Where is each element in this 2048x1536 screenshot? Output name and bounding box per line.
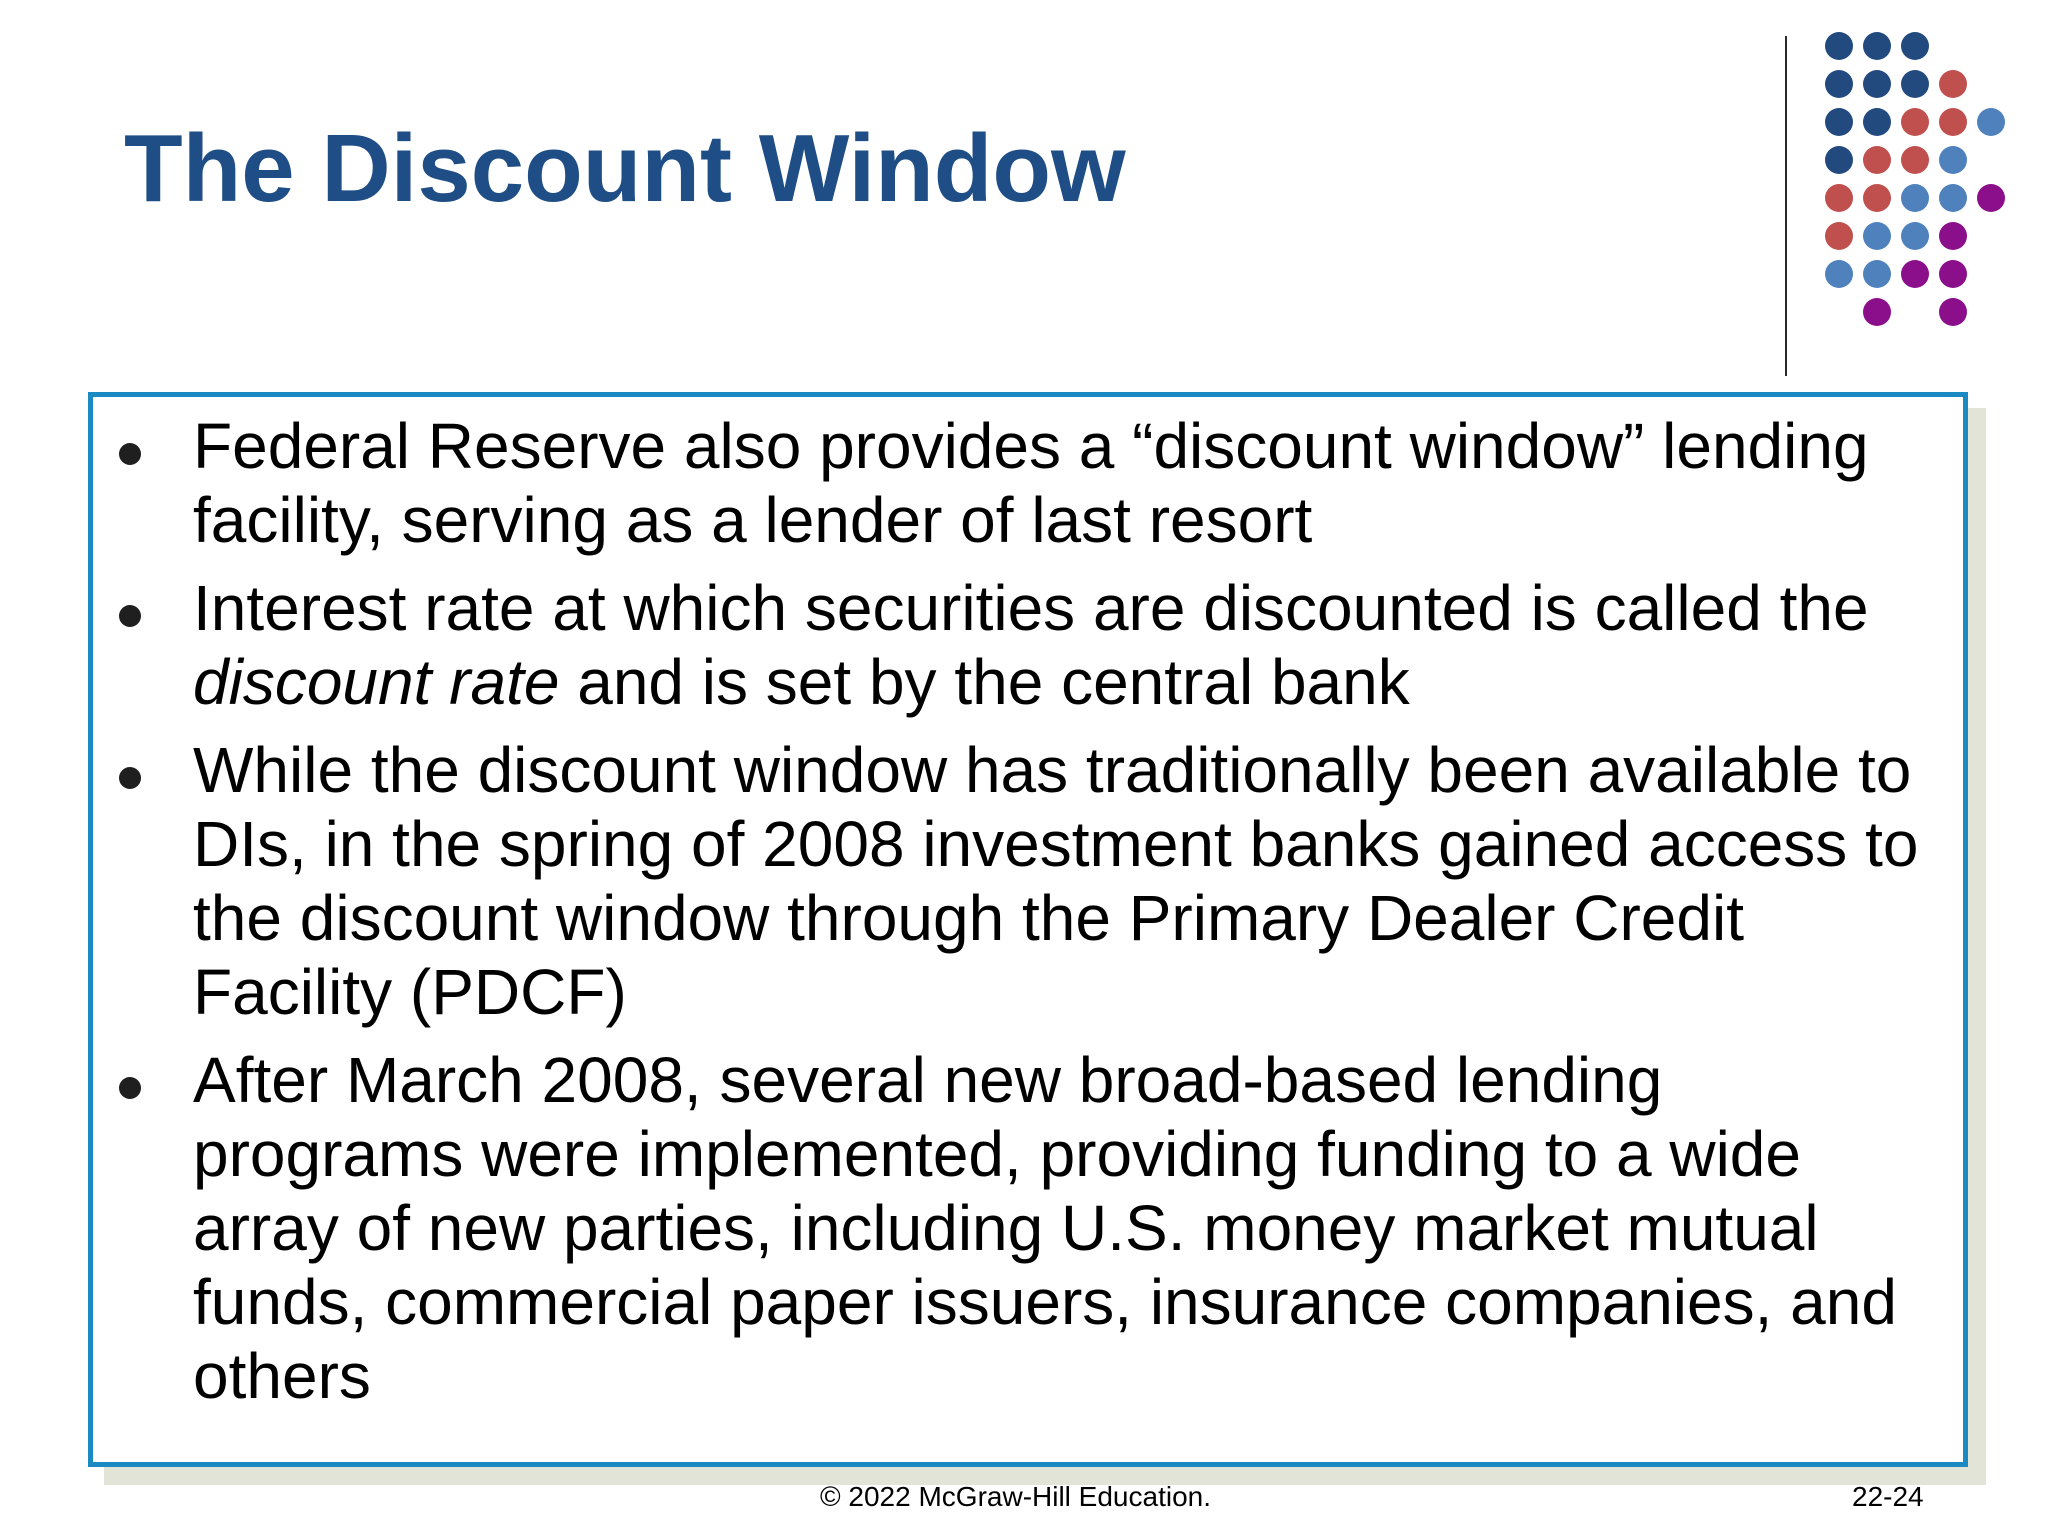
decorative-dot: [1863, 32, 1891, 60]
bullet-text: After March 2008, several new broad-based lending programs were implemented, providing funding to a wide array of new parties, including U.S. money market mutual funds, commercial paper issuers, insurance companies, and others: [193, 1044, 1897, 1412]
bullet-dot-icon: [119, 767, 141, 789]
footer-page-number: 22-24: [1852, 1481, 1924, 1512]
decorative-dot: [1825, 146, 1853, 174]
decorative-dot: [1939, 184, 1967, 212]
decorative-dot: [1863, 222, 1891, 250]
bullet-item: [93, 1043, 1943, 1413]
decorative-dot: [1901, 70, 1929, 98]
decorative-dot: [1825, 108, 1853, 136]
decorative-dot: [1863, 108, 1891, 136]
bullet-item: [93, 571, 1943, 719]
decorative-dot: [1939, 298, 1967, 326]
decorative-dot: [1863, 298, 1891, 326]
decorative-dot: [1863, 70, 1891, 98]
decorative-dot: [1939, 108, 1967, 136]
footer-copyright: © 2022 McGraw-Hill Education.: [820, 1481, 1212, 1512]
decorative-dot: [1939, 222, 1967, 250]
bullet-emphasis-term: discount rate: [193, 646, 560, 718]
bullet-text-segment: and is set by the central bank: [559, 646, 1410, 718]
decorative-dot: [1825, 32, 1853, 60]
decorative-dot: [1863, 260, 1891, 288]
bullet-dot-icon: [119, 1077, 141, 1099]
bullet-dot-icon: [119, 605, 141, 627]
decorative-dot: [1939, 70, 1967, 98]
decorative-dot: [1825, 260, 1853, 288]
decorative-dot-grid: [1825, 32, 2025, 332]
decorative-dot: [1901, 32, 1929, 60]
bullet-text: Federal Reserve also provides a “discount window” lending facility, serving as a lender of last resort: [193, 410, 1869, 556]
decorative-dot: [1939, 146, 1967, 174]
bullet-item: [93, 409, 1943, 557]
bullet-text: While the discount window has traditionally been available to DIs, in the spring of 2008 investment banks gained access to the discount window through the Primary Dealer Credit Facility (PDCF): [193, 734, 1919, 1028]
decorative-dot: [1901, 222, 1929, 250]
decorative-dot: [1939, 260, 1967, 288]
decorative-dot: [1863, 146, 1891, 174]
bullet-list: [93, 397, 1963, 1413]
decorative-dot: [1977, 184, 2005, 212]
decorative-dot: [1901, 146, 1929, 174]
decorative-dot: [1901, 108, 1929, 136]
decorative-dot: [1825, 184, 1853, 212]
bullet-text: [193, 571, 1943, 719]
decorative-dot: [1825, 222, 1853, 250]
decorative-dot: [1901, 184, 1929, 212]
decorative-dot: [1977, 108, 2005, 136]
bullet-dot-icon: [119, 443, 141, 465]
bullet-item: [93, 733, 1943, 1029]
decorative-dot: [1863, 184, 1891, 212]
slide-title: The Discount Window: [124, 115, 1126, 222]
decorative-dot: [1825, 70, 1853, 98]
decorative-dot: [1901, 260, 1929, 288]
bullet-text-segment: Interest rate at which securities are discounted is called the: [193, 572, 1869, 644]
bullet-content-box: [88, 392, 1968, 1467]
title-divider-line: [1785, 36, 1787, 376]
